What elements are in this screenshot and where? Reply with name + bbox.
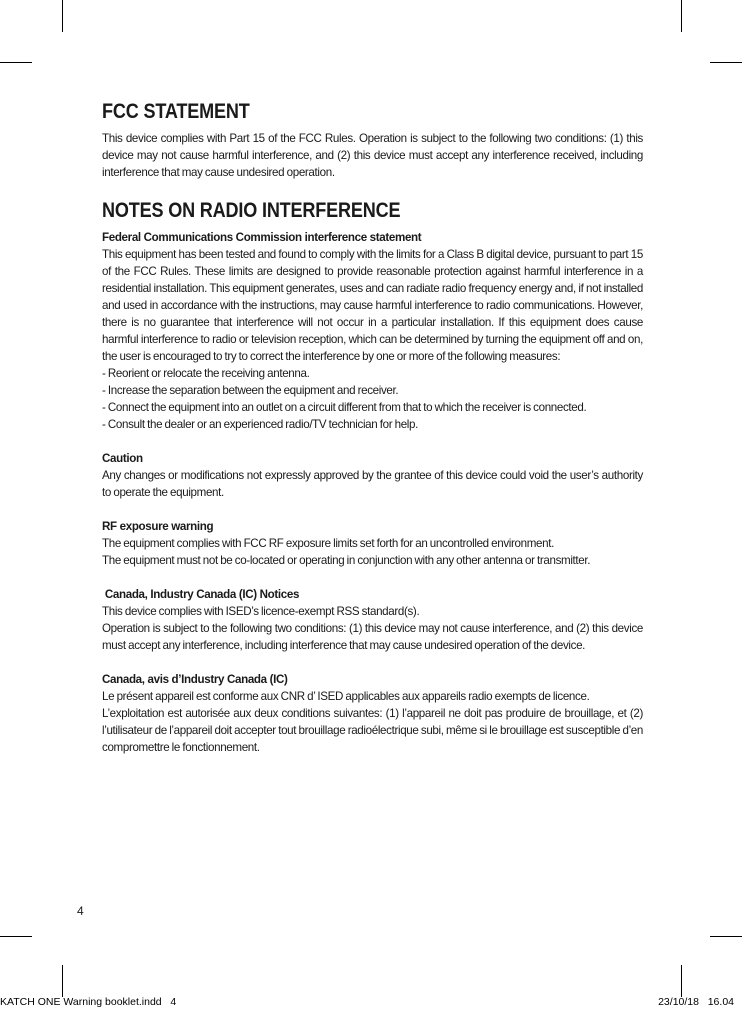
ic-avis-line2: L’exploitation est autorisée aux deux conditions suivantes: (1) l’appareil ne doit pas produire de brouillage, et (2) l’utilisateur de l’appareil doit accepter tout brouillage radioélectrique subi, même si le brouillage est susceptible d’en compromettre le fonctionnement. bbox=[102, 707, 643, 754]
rf-warning-line1: The equipment complies with FCC RF exposure limits set forth for an uncontrolled environment. bbox=[102, 537, 554, 550]
crop-mark bbox=[0, 62, 32, 63]
ic-avis-line1: Le présent appareil est conforme aux CNR d’ ISED applicables aux appareils radio exempts de licence. bbox=[102, 690, 590, 703]
crop-mark bbox=[62, 965, 63, 997]
fcc-statement-text: This device complies with Part 15 of the FCC Rules. Operation is subject to the following two conditions: (1) this device may not cause harmful interference, and (2) this device must accept any interference received, including interference that may cause undesired operation. bbox=[102, 132, 643, 179]
fcc-interference-body: This equipment has been tested and found to comply with the limits for a Class B digital device, pursuant to part 15 of the FCC Rules. These limits are designed to provide reasonable protection against harmful interference in a residential installation. This equipment generates, uses and can radiate radio frequency energy and, if not installed and used in accordance with the instructions, may cause harmful interference to radio communications. However, there is no guarantee that interference will not occur in a particular installation. If this equipment does cause harmful interference to radio or television reception, which can be determined by turning the equipment off and on, the user is encouraged to try to correct the interference by one or more of the following measures: bbox=[102, 248, 643, 363]
crop-mark bbox=[62, 0, 63, 32]
fcc-interference-title: Federal Communications Commission interference statement bbox=[102, 231, 422, 244]
radio-interference-heading: NOTES ON RADIO INTERFERENCE bbox=[102, 199, 401, 222]
measure-item: - Connect the equipment into an outlet on a circuit different from that to which the receiver is connected. bbox=[102, 401, 587, 414]
measure-item: - Reorient or relocate the receiving antenna. bbox=[102, 367, 310, 380]
date-slug: 23/10/18 16.04 bbox=[658, 996, 734, 1008]
rf-warning-line2: The equipment must not be co-located or operating in conjunction with any other antenna or transmitter. bbox=[102, 554, 591, 567]
caution-body: Any changes or modifications not expressly approved by the grantee of this device could void the user’s authority to operate the equipment. bbox=[102, 469, 643, 499]
rf-warning-title: RF exposure warning bbox=[102, 520, 214, 533]
crop-mark bbox=[681, 965, 682, 997]
measure-item: - Consult the dealer or an experienced radio/TV technician for help. bbox=[102, 418, 418, 431]
crop-mark bbox=[710, 62, 742, 63]
file-slug: KATCH ONE Warning booklet.indd 4 bbox=[0, 996, 177, 1008]
caution-title: Caution bbox=[102, 452, 143, 465]
crop-mark bbox=[681, 0, 682, 32]
measure-item: - Increase the separation between the equipment and receiver. bbox=[102, 384, 399, 397]
page-content bbox=[102, 100, 643, 756]
crop-mark bbox=[0, 936, 32, 937]
ic-notice-title: Canada, Industry Canada (IC) Notices bbox=[102, 588, 300, 601]
crop-mark bbox=[710, 936, 742, 937]
ic-avis-title: Canada, avis d’Industry Canada (IC) bbox=[102, 673, 288, 686]
ic-notice-line1: This device complies with ISED’s licence-exempt RSS standard(s). bbox=[102, 605, 420, 618]
fcc-statement-heading: FCC STATEMENT bbox=[102, 100, 250, 123]
ic-notice-line2: Operation is subject to the following two conditions: (1) this device may not cause interference, and (2) this device must accept any interference, including interference that may cause undesired operation of the device. bbox=[102, 622, 643, 652]
page-number: 4 bbox=[77, 904, 84, 918]
